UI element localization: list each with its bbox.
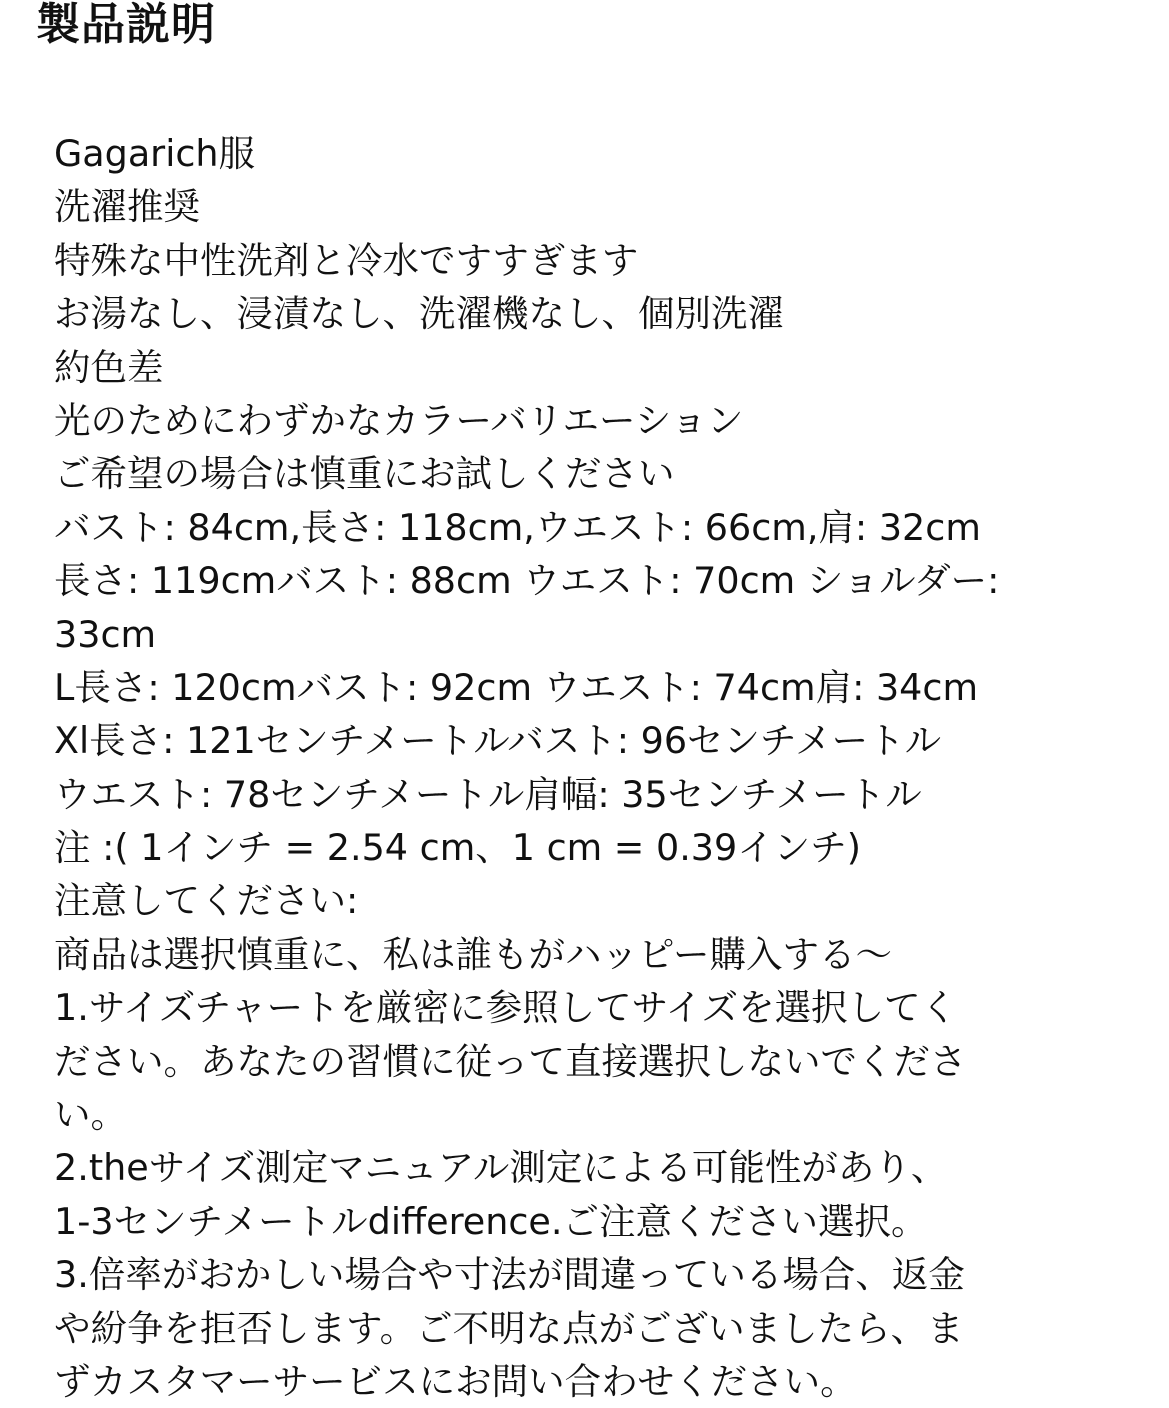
page-title: 製品説明 (36, 0, 216, 50)
list-item: 3.倍率がおかしい場合や寸法が間違っている場合、返金 (54, 1253, 965, 1297)
list-item: 光のためにわずかなカラーバリエーション (54, 398, 744, 442)
list-item: 注 :( 1インチ = 2.54 cm、1 cm = 0.39インチ) (54, 826, 861, 870)
list-item: ずカスタマーサービスにお問い合わせください。 (54, 1359, 857, 1403)
list-item: 洗濯推奨 (54, 185, 200, 229)
list-item: 1-3センチメートルdifference.ご注意ください選択。 (54, 1199, 928, 1243)
list-item: ださい。あなたの習慣に従って直接選択しないでくださ (54, 1039, 967, 1083)
list-item: お湯なし、浸漬なし、洗濯機なし、個別洗濯 (54, 292, 784, 336)
list-item: ウエスト: 78センチメートル肩幅: 35センチメートル (54, 772, 922, 816)
list-item: い。 (54, 1093, 127, 1137)
list-item: や紛争を拒否します。ご不明な点がございましたら、ま (54, 1306, 964, 1350)
list-item: 商品は選択慎重に、私は誰もがハッピー購入する〜 (54, 932, 893, 976)
list-item: バスト: 84cm,長さ: 118cm,ウエスト: 66cm,肩: 32cm (54, 505, 981, 549)
list-item: 注意してください: (54, 879, 359, 923)
list-item: ご希望の場合は慎重にお試しください (54, 452, 675, 496)
description-list (54, 127, 1144, 1408)
list-item: 1.サイズチャートを厳密に参照してサイズを選択してく (54, 986, 958, 1030)
list-item: 33cm (54, 612, 157, 656)
list-item: 2.theサイズ測定マニュアル測定による可能性があり、 (54, 1146, 948, 1190)
list-item: Xl長さ: 121センチメートルバスト: 96センチメートル (54, 719, 942, 763)
list-item: 特殊な中性洗剤と冷水ですすぎます (54, 238, 639, 282)
list-item: 長さ: 119cmバスト: 88cm ウエスト: 70cm ショルダー: (54, 559, 1000, 603)
list-item: Gagarich服 (54, 132, 256, 175)
list-item: L長さ: 120cmバスト: 92cm ウエスト: 74cm肩: 34cm (54, 665, 979, 709)
list-item: 約色差 (54, 345, 164, 389)
